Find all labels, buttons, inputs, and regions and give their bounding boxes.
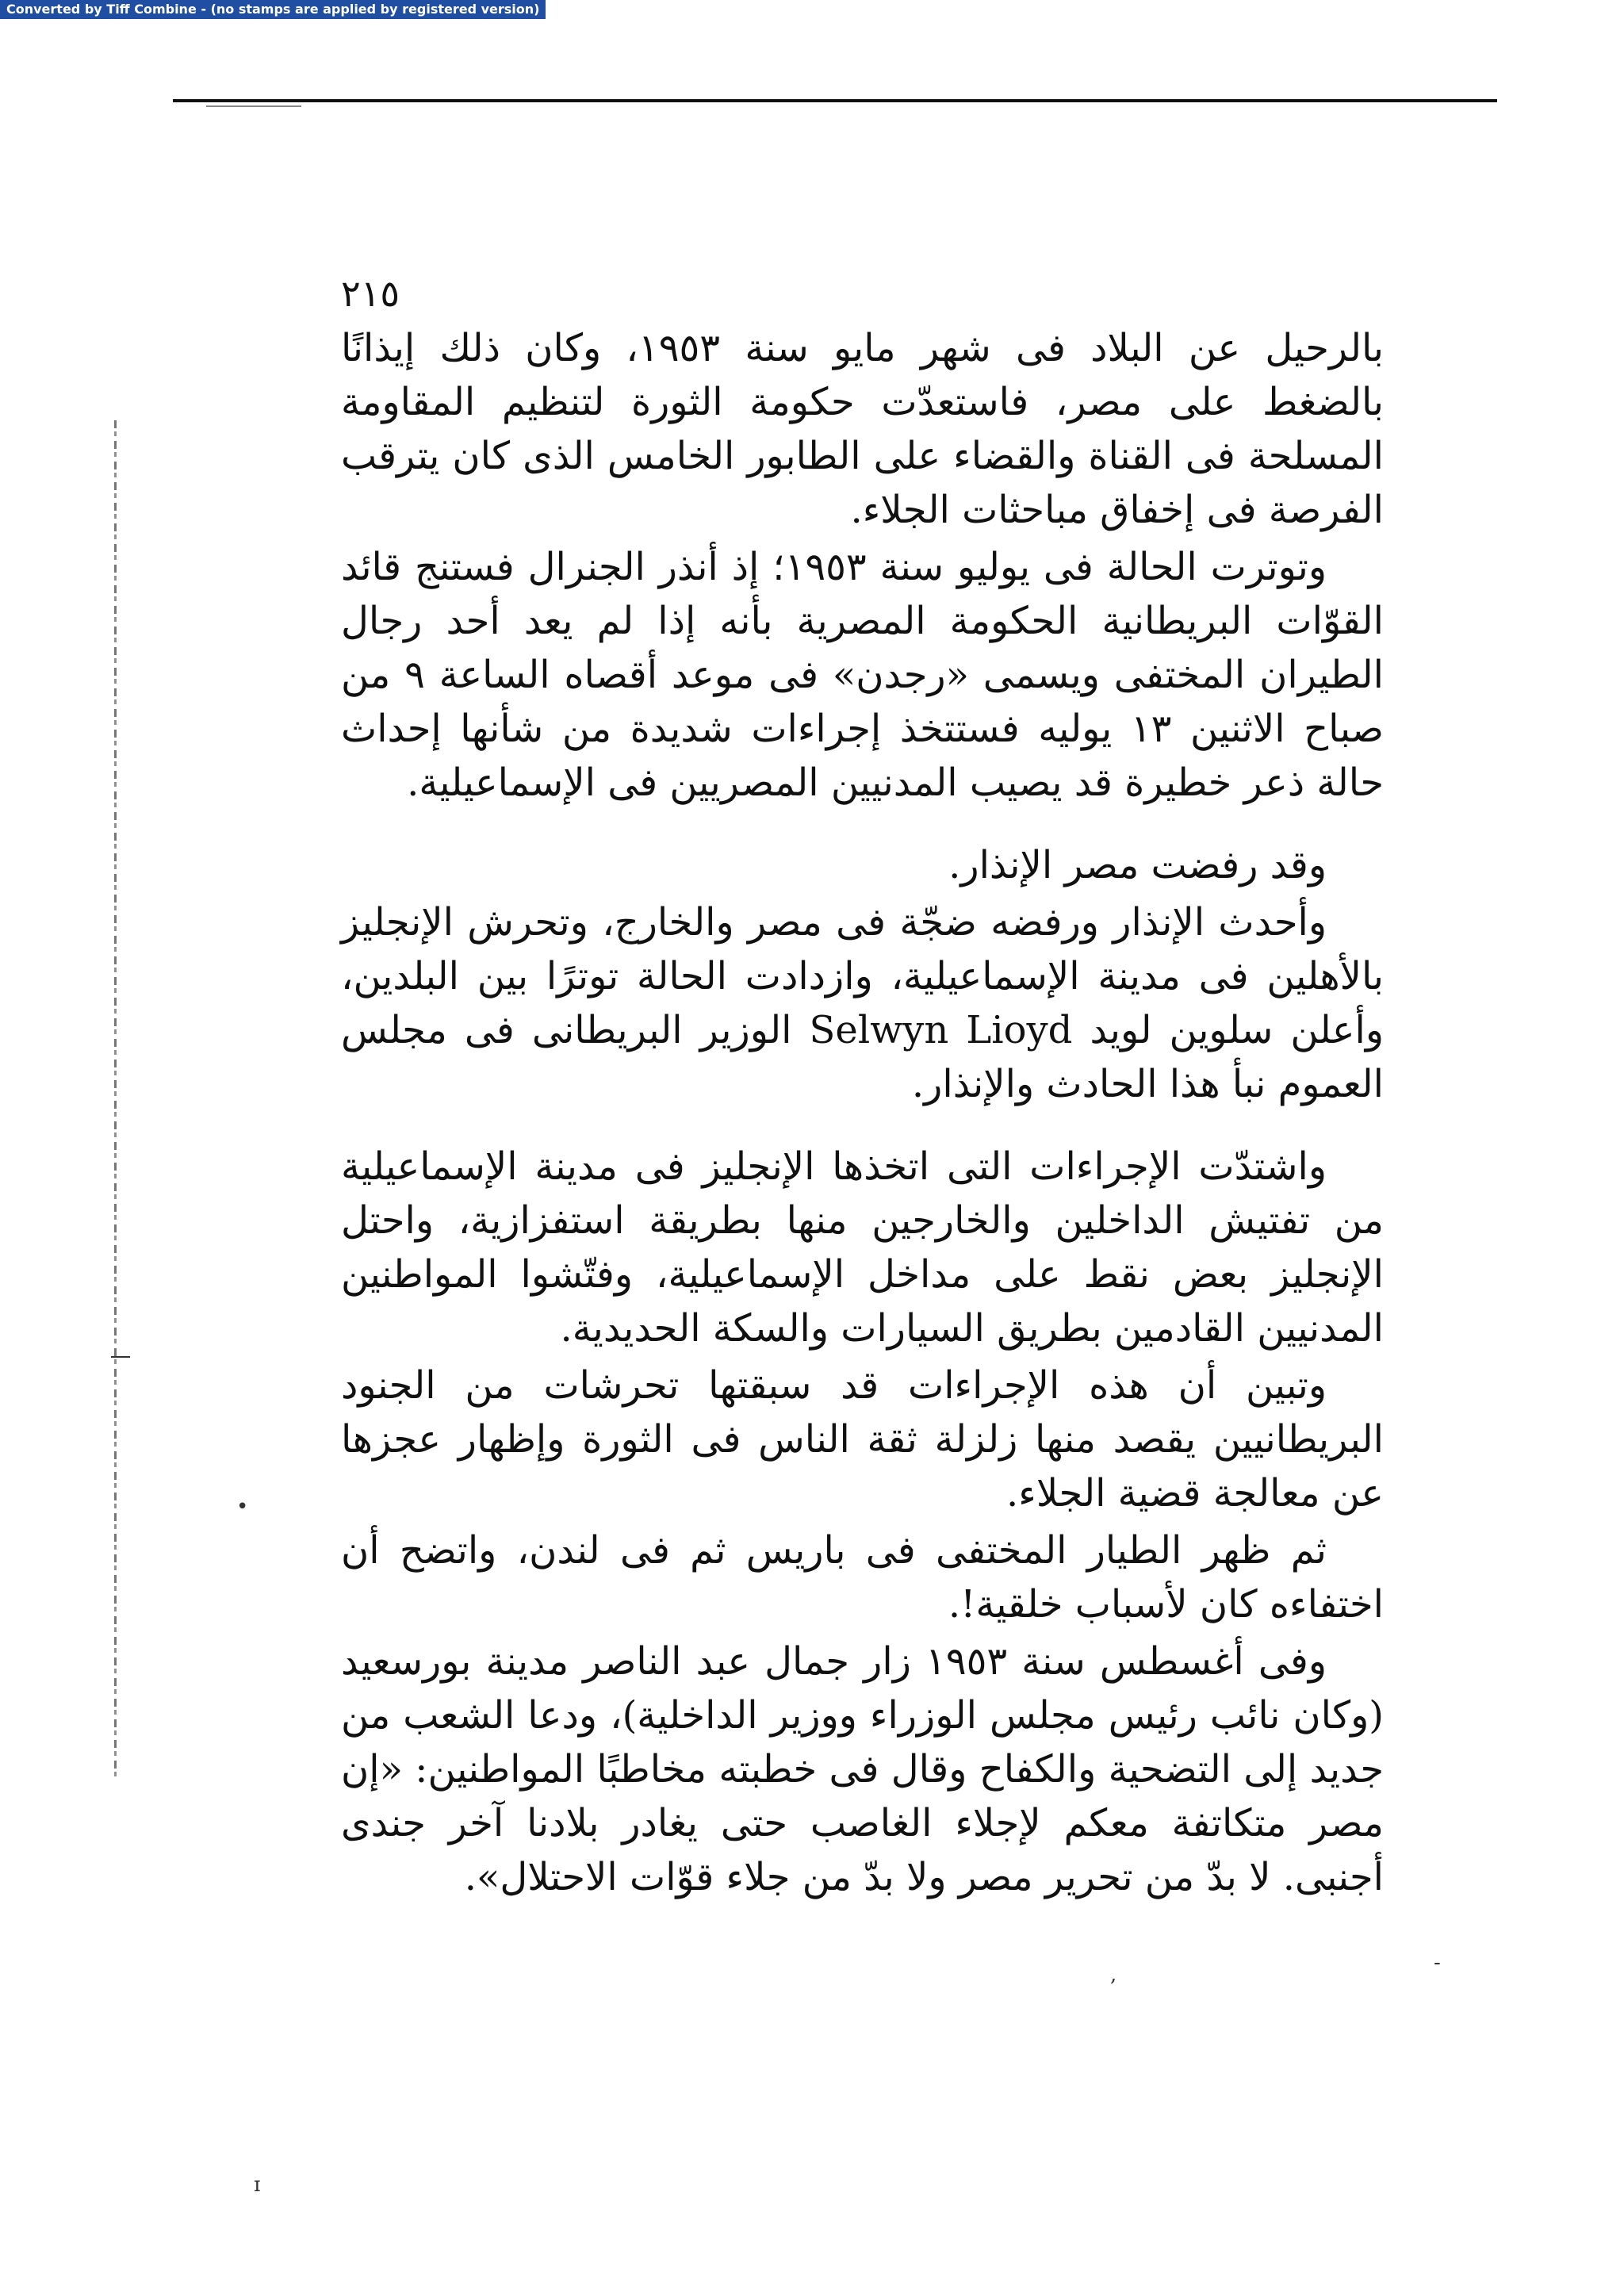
page-number: ٢١٥ (341, 272, 400, 315)
paragraph: وقد رفضت مصر الإنذار. (948, 843, 1327, 887)
paragraph: وأحدث الإنذار ورفضه ضجّة فى مصر والخارج، وتحرش الإنجليز بالأهلين فى مدينة الإسماعيلية، وازدادت الحالة توترًا بين البلدين، وأعلن سلوين لويد Selwyn Lioyd الوزير البريطانى فى مجلس العموم نبأ هذا الحادث والإنذار. (341, 900, 1385, 1106)
paragraph: وتوترت الحالة فى يوليو سنة ١٩٥٣؛ إذ أنذر الجنرال فستنج قائد القوّات البريطانية الحكومة المصرية بأنه إذا لم يعد أحد رجال الطيران المختفى ويسمى «رجدن» فى موعد أقصاه الساعة ٩ من صباح الاثنين ١٣ يوليه فستتخذ إجراءات شديدة من شأنها إحداث حالة ذعر خطيرة قد يصيب المدنيين المصريين فى الإسماعيلية. (341, 545, 1385, 805)
page-body (341, 321, 1384, 1907)
paragraph: ثم ظهر الطيار المختفى فى باريس ثم فى لندن، واتضح أن اختفاءه كان لأسباب خلقية!. (341, 1528, 1384, 1627)
paragraph: وتبين أن هذه الإجراءات قد سبقتها تحرشات من الجنود البريطانيين يقصد منها زلزلة ثقة الناس فى الثورة وإظهار عجزها عن معالجة قضية الجلاء. (341, 1363, 1384, 1516)
scan-margin-tick (111, 1356, 130, 1358)
scan-speck: , (1110, 1963, 1117, 1987)
paragraph: واشتدّت الإجراءات التى اتخذها الإنجليز فى مدينة الإسماعيلية من تفتيش الداخلين والخارجين منها بطريقة استفزازية، واحتل الإنجليز بعض نقط على مداخل الإسماعيلية، وفتّشوا المواطنين المدنيين القادمين بطريق السيارات والسكة الحديدية. (341, 1144, 1384, 1351)
header-rule (173, 99, 1497, 102)
scan-bottom-mark: ɪ (254, 2173, 261, 2197)
converter-banner: Converted by Tiff Combine - (no stamps are applied by registered version) (0, 0, 546, 19)
scan-speck: - (1434, 1951, 1441, 1975)
header-rule-shadow (206, 105, 301, 107)
paragraph: وفى أغسطس سنة ١٩٥٣ زار جمال عبد الناصر مدينة بورسعيد (وكان نائب رئيس مجلس الوزراء ووزير الداخلية)، ودعا الشعب من جديد إلى التضحية والكفاح وقال فى خطبته مخاطبًا المواطنين: «إن مصر متكاتفة معكم لإجلاء الغاصب حتى يغادر بلادنا آخر جندى أجنبى. لا بدّ من تحرير مصر ولا بدّ من جلاء قوّات الاحتلال». (341, 1639, 1384, 1899)
scan-speck: • (236, 1495, 249, 1519)
scan-binding-edge (114, 420, 117, 1776)
paragraph: بالرحيل عن البلاد فى شهر مايو سنة ١٩٥٣، وكان ذلك إيذانًا بالضغط على مصر، فاستعدّت حكومة الثورة لتنظيم المقاومة المسلحة فى القناة والقضاء على الطابور الخامس الذى كان يترقب الفرصة فى إخفاق مباحثات الجلاء. (341, 326, 1384, 532)
